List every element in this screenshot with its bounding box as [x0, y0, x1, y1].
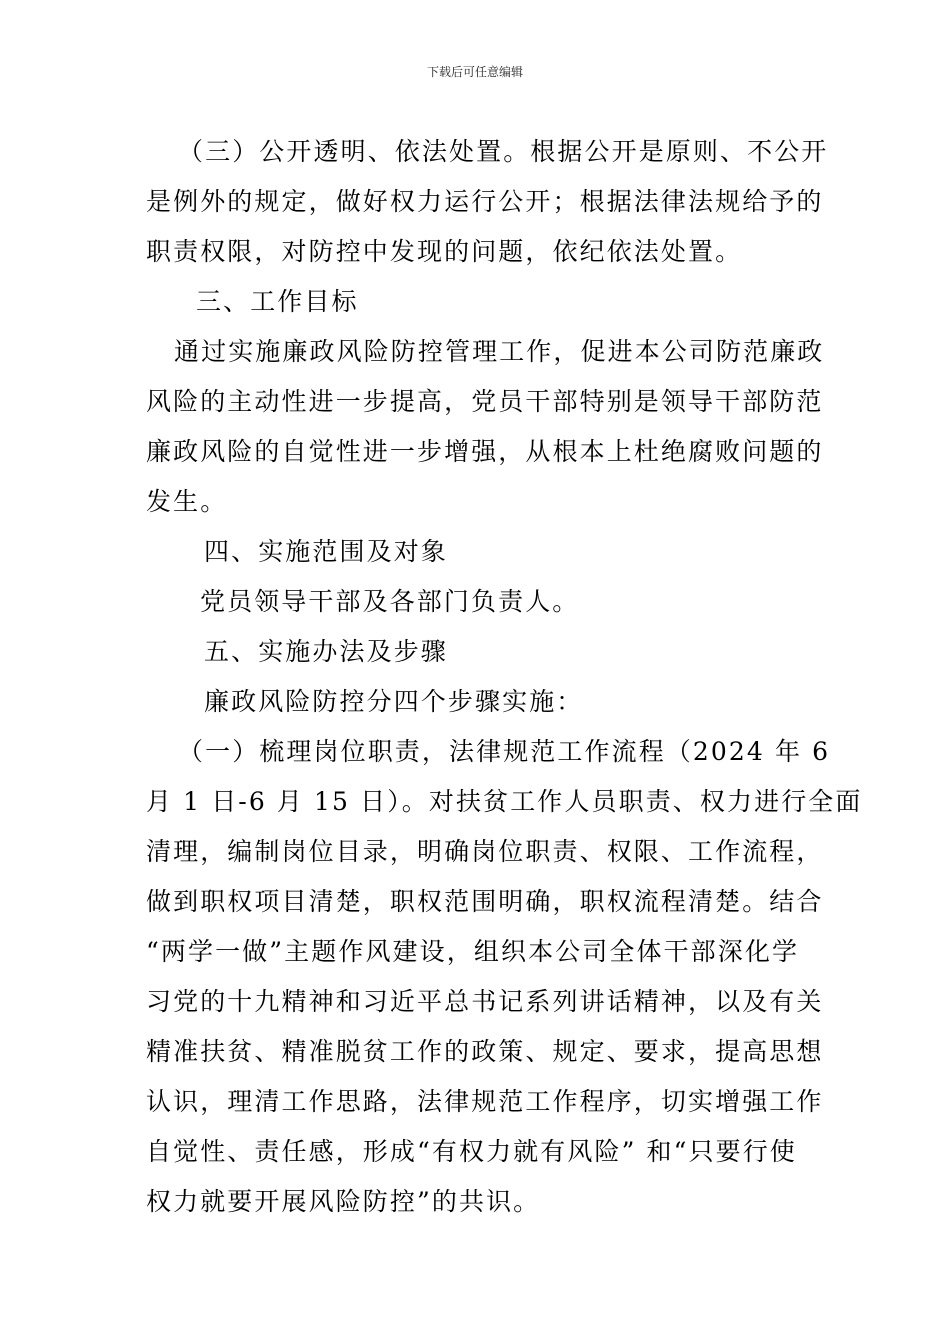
text-line: 党员领导干部及各部门负责人。	[200, 587, 580, 616]
text-line: 认识，理清工作思路，法律规范工作程序，切实增强工作	[146, 1087, 824, 1116]
text-line: 是例外的规定，做好权力运行公开；根据法律法规给予的	[146, 187, 824, 216]
page-header-note: 下载后可任意编辑	[426, 65, 523, 79]
text-line: 做到职权项目清楚，职权范围明确，职权流程清楚。结合	[146, 887, 824, 916]
text-line: 精准扶贫、精准脱贫工作的政策、规定、要求，提高思想	[146, 1037, 824, 1066]
text-line: 习党的十九精神和习近平总书记系列讲话精神，以及有关	[146, 987, 824, 1016]
text-line: 廉政风险防控分四个步骤实施：	[204, 687, 584, 716]
text-line: （三）公开透明、依法处置。根据公开是原则、不公开	[178, 137, 829, 166]
text-line: 月 1 日-6 月 15 日）。对扶贫工作人员职责、权力进行全面	[146, 787, 863, 816]
text-line: 自觉性、责任感，形成“有权力就有风险” 和“只要行使	[146, 1137, 797, 1166]
text-line: “两学一做”主题作风建设，组织本公司全体干部深化学	[146, 937, 800, 966]
text-line: 职责权限，对防控中发现的问题，依纪依法处置。	[146, 237, 743, 266]
text-line: 发生。	[146, 487, 228, 516]
text-line: 清理，编制岗位目录，明确岗位职责、权限、工作流程，	[146, 837, 824, 866]
section-heading: 五、实施办法及步骤	[204, 637, 448, 666]
section-heading: 三、工作目标	[196, 287, 359, 316]
text-line: 权力就要开展风险防控”的共识。	[146, 1187, 541, 1216]
text-line: 廉政风险的自觉性进一步增强，从根本上杜绝腐败问题的	[146, 437, 824, 466]
text-line: （一）梳理岗位职责，法律规范工作流程（2024 年 6	[178, 737, 831, 766]
text-line: 风险的主动性进一步提高，党员干部特别是领导干部防范	[146, 387, 824, 416]
section-heading: 四、实施范围及对象	[204, 537, 448, 566]
text-line: 通过实施廉政风险防控管理工作，促进本公司防范廉政	[174, 337, 825, 366]
